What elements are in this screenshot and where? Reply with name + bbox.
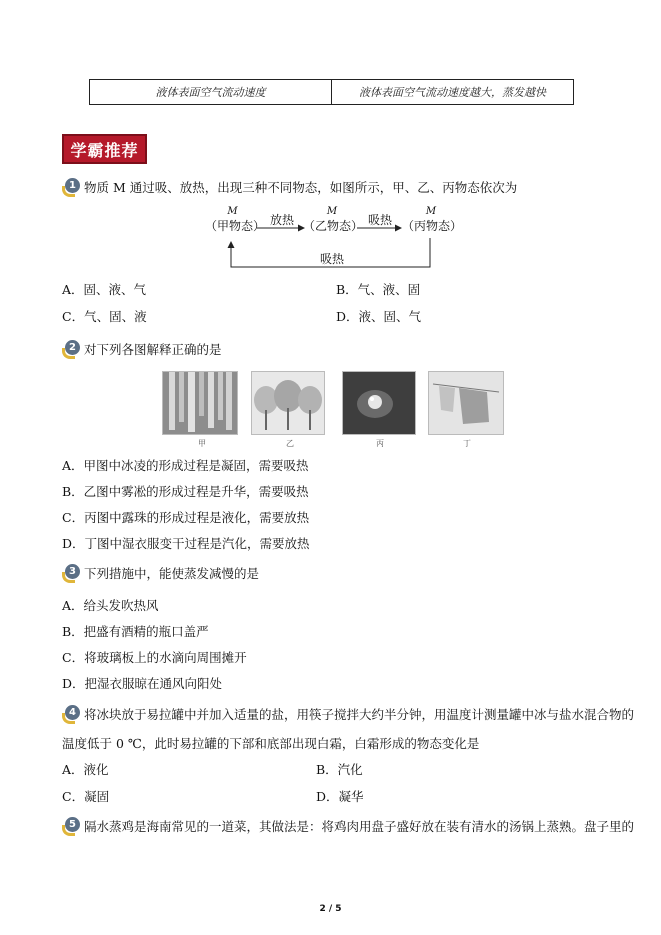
arrow-label-absorb-heat-return: 吸热	[319, 252, 344, 266]
page-number: 2 / 5	[319, 904, 342, 914]
option-a: A．液化	[62, 762, 109, 777]
question-1-text: 物质 M 通过吸、放热，出现三种不同物态，如图所示，甲、乙、丙物态依次为	[84, 180, 518, 195]
photo-caption-3: 丙	[376, 439, 384, 448]
question-number-badge: 2	[62, 339, 82, 357]
option-c: C．将玻璃板上的水滴向周围摊开	[62, 650, 247, 665]
state-2: M （乙物态）	[303, 206, 364, 233]
option-b: B．汽化	[316, 762, 363, 777]
option-b: B．气、液、固	[336, 282, 421, 297]
photo-drying-clothes	[428, 371, 504, 435]
arrow-label-release-heat: 放热	[269, 213, 294, 227]
question-3-text: 下列措施中，能使蒸发减慢的是	[84, 566, 260, 581]
option-d: D．丁图中湿衣服变干过程是汽化，需要放热	[62, 536, 310, 551]
photo-caption-1: 甲	[198, 439, 206, 448]
state-1: M （甲物态）	[205, 206, 266, 233]
option-d: D．把湿衣服晾在通风向阳处	[62, 676, 223, 691]
photo-icicles	[162, 371, 238, 435]
option-b: B．把盛有酒精的瓶口盖严	[62, 624, 209, 639]
photo-rime-trees	[251, 371, 325, 435]
arrow-label-absorb-heat: 吸热	[367, 213, 392, 227]
question-number-badge: 4	[62, 704, 82, 722]
section-banner: 学霸推荐	[62, 134, 147, 164]
option-c: C．气、固、液	[62, 309, 147, 324]
question-number-badge: 1	[62, 177, 82, 195]
question-4-text-line2: 温度低于 0 ℃，此时易拉罐的下部和底部出现白霜，白霜形成的物态变化是	[62, 736, 480, 751]
photo-caption-2: 乙	[286, 439, 294, 448]
question-4-text-line1: 将冰块放于易拉罐中并加入适量的盐，用筷子搅拌大约半分钟，用温度计测量罐中冰与盐水混合物的	[84, 707, 635, 722]
option-c: C．凝固	[62, 789, 110, 804]
option-a: A．给头发吹热风	[62, 598, 159, 613]
option-b: B．乙图中雾凇的形成过程是升华，需要吸热	[62, 484, 309, 499]
option-c: C．丙图中露珠的形成过程是液化，需要放热	[62, 510, 310, 525]
option-a: A．固、液、气	[62, 282, 147, 297]
table-cell-conclusion: 液体表面空气流动速度越大，蒸发越快	[331, 80, 573, 104]
question-number-badge: 5	[62, 816, 82, 834]
table-cell-factor: 液体表面空气流动速度	[155, 86, 266, 99]
option-a: A．甲图中冰凌的形成过程是凝固，需要吸热	[62, 458, 309, 473]
question-number-badge: 3	[62, 563, 82, 581]
option-d: D．凝华	[316, 789, 364, 804]
option-d: D．液、固、气	[336, 309, 422, 324]
state-3: M （丙物态）	[402, 206, 463, 233]
comparison-table	[89, 79, 574, 105]
photo-dewdrop	[342, 371, 416, 435]
question-2-text: 对下列各图解释正确的是	[84, 342, 222, 357]
photo-caption-4: 丁	[463, 439, 471, 448]
question-5-text: 隔水蒸鸡是海南常见的一道菜，其做法是：将鸡肉用盘子盛好放在装有清水的汤锅上蒸熟。盘子里的	[84, 819, 635, 834]
